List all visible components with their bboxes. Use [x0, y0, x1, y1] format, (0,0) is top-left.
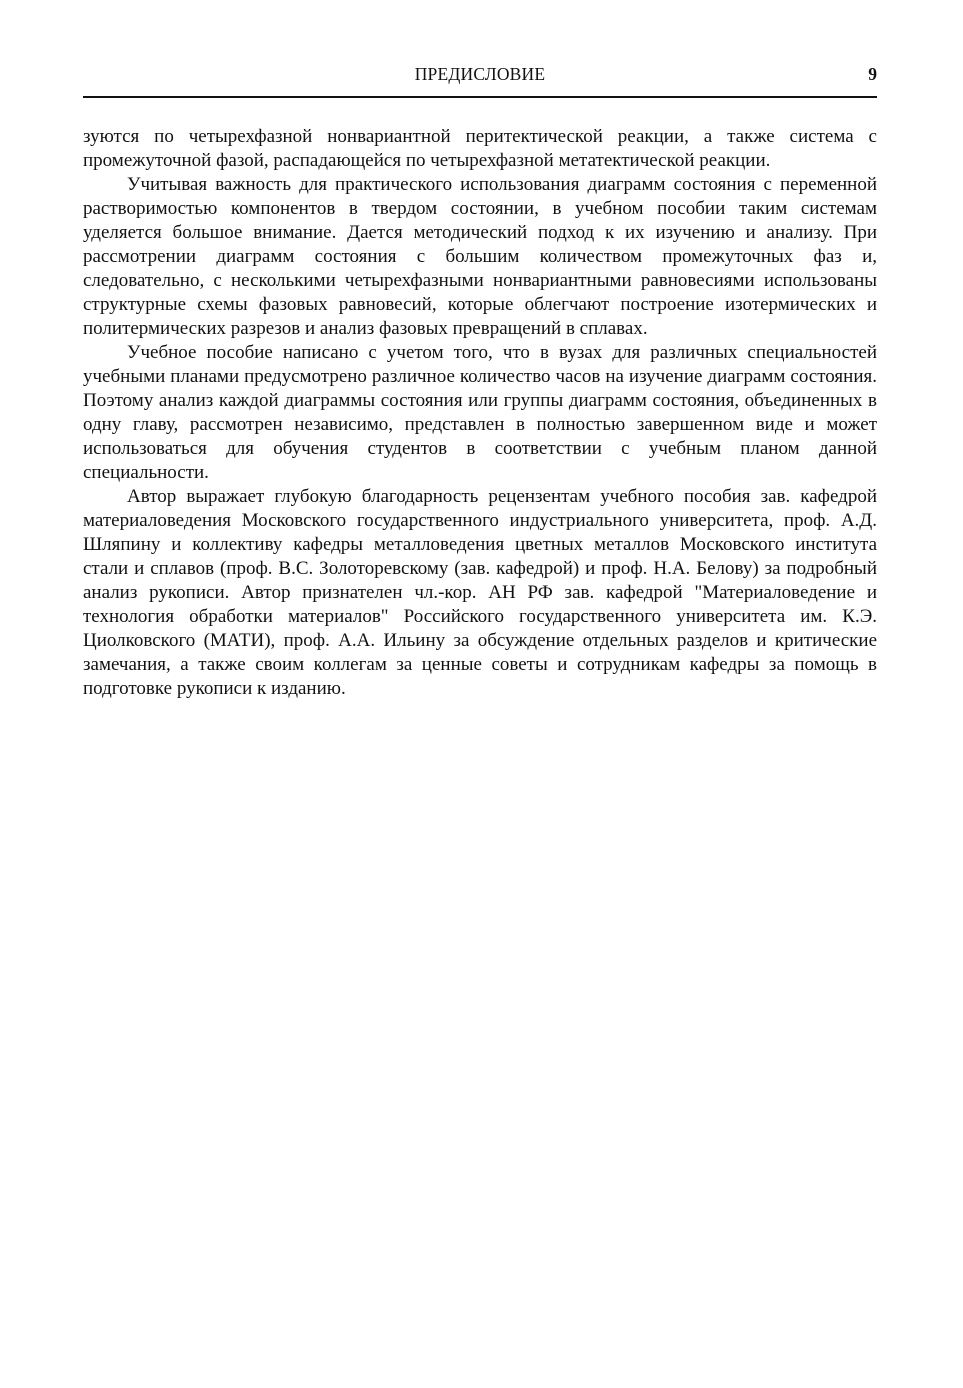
paragraph-solubility: Учитывая важность для практического использования диаграмм состояния с переменной растворимостью компонентов в твердом состоянии, в учебном пособии таким системам уделяется большое внимание. Дается методический подход к их изучению и анализу. При рассмотрении диаграмм состояния с большим количеством промежуточных фаз и, следовательно, с несколькими четырехфазными нонвариантными равновесиями использованы структурные схемы фазовых равновесий, которые облегчают построение изотермических и политермических разрезов и анализ фазовых превращений в сплавах. [83, 174, 877, 339]
page-number: 9 [868, 64, 877, 84]
paragraph-continuation: зуются по четырехфазной нонвариантной перитектической реакции, а также система с промежуточной фазой, распадающейся по четырехфазной метатектической реакции. [83, 126, 877, 171]
body-text [83, 125, 877, 701]
header-rule [83, 96, 877, 98]
paragraph-curriculum: Учебное пособие написано с учетом того, что в вузах для различных специальностей учебными планами предусмотрено различное количество часов на изучение диаграмм состояния. Поэтому анализ каждой диаграммы состояния или группы диаграмм состояния, объединенных в одну главу, рассмотрен независимо, представлен в полностью завершенном виде и может использоваться для обучения студентов в соответствии с учебным планом данной специальности. [83, 342, 877, 483]
paragraph-acknowledgements: Автор выражает глубокую благодарность рецензентам учебного пособия зав. кафедрой материаловедения Московского государственного индустриального университета, проф. А.Д. Шляпину и коллективу кафедры металловедения цветных металлов Московского института стали и сплавов (проф. В.С. Золоторевскому (зав. кафедрой) и проф. Н.А. Белову) за подробный анализ рукописи. Автор признателен чл.-кор. АН РФ зав. кафедрой "Материаловедение и технология обработки материалов" Российского государственного университета им. К.Э. Циолковского (МАТИ), проф. А.А. Ильину за обсуждение отдельных разделов и критические замечания, а также своим коллегам за ценные советы и сотрудникам кафедры за помощь в подготовке рукописи к изданию. [83, 486, 877, 699]
running-title: ПРЕДИСЛОВИЕ [414, 64, 546, 84]
running-header [83, 64, 877, 90]
